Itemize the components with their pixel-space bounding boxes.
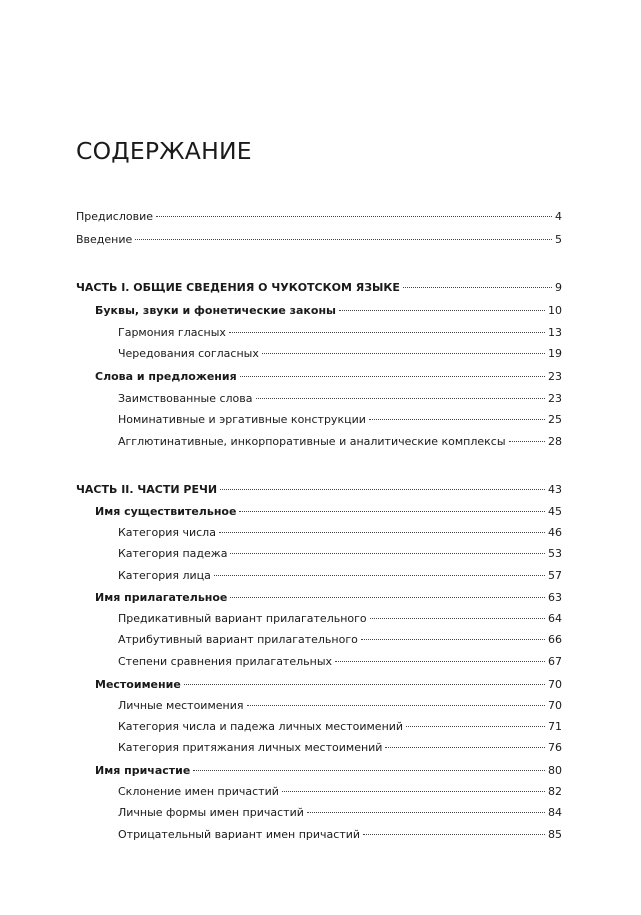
toc-entry-label: Местоимение [95, 678, 181, 691]
dot-leader [363, 834, 545, 835]
toc-entry-page: 46 [548, 526, 562, 539]
dot-leader [156, 216, 552, 217]
toc-entry-label: ЧАСТЬ I. ОБЩИЕ СВЕДЕНИЯ О ЧУКОТСКОМ ЯЗЫКЕ [76, 281, 400, 294]
toc-entry-label: Категория падежа [118, 547, 228, 560]
dot-leader [406, 726, 545, 727]
toc-entry-label: Отрицательный вариант имен причастий [118, 828, 361, 841]
dot-leader [370, 618, 545, 619]
toc-section[interactable] [118, 569, 562, 583]
toc-entry-label: Номинативные и эргативные конструкции [118, 413, 366, 426]
toc-entry-page: 76 [548, 741, 562, 754]
dot-leader [339, 310, 545, 311]
toc-entry-page: 64 [548, 612, 562, 625]
toc-entry-label: Категория числа и падежа личных местоимений [118, 720, 404, 733]
dot-leader [220, 489, 545, 490]
toc-entry-label: Личные формы имен причастий [118, 806, 304, 819]
toc-entry-label: ЧАСТЬ II. ЧАСТИ РЕЧИ [76, 483, 218, 496]
toc-entry-page: 70 [548, 678, 562, 691]
toc-chapter[interactable] [95, 370, 562, 384]
dot-leader [230, 553, 545, 554]
dot-leader [403, 287, 552, 288]
toc-entry-page: 4 [555, 210, 562, 223]
toc-entry-page: 70 [548, 699, 562, 712]
dot-leader [307, 812, 545, 813]
page-title: СОДЕРЖАНИЕ [76, 137, 252, 165]
dot-leader [335, 661, 545, 662]
toc-section[interactable] [118, 392, 562, 406]
toc-entry-page: 5 [555, 233, 562, 246]
toc-chapter[interactable] [95, 591, 562, 605]
toc-section[interactable] [118, 413, 562, 427]
toc-entry-page: 19 [548, 347, 562, 360]
toc-chapter[interactable] [95, 678, 562, 692]
toc-entry-label: Гармония гласных [118, 326, 226, 339]
dot-leader [214, 575, 545, 576]
dot-leader [247, 705, 546, 706]
toc-entry-page: 84 [548, 806, 562, 819]
toc-entry-page: 23 [548, 370, 562, 383]
toc-section[interactable] [118, 526, 562, 540]
toc-entry-page: 28 [548, 435, 562, 448]
toc-entry-label: Атрибутивный вариант прилагательного [118, 633, 358, 646]
toc-section[interactable] [118, 741, 562, 755]
toc-entry-label: Чередования согласных [118, 347, 259, 360]
toc-chapter[interactable] [95, 764, 562, 778]
toc-part-1[interactable] [76, 281, 562, 295]
toc-entry-page: 13 [548, 326, 562, 339]
dot-leader [369, 419, 545, 420]
toc-entry-label: Категория притяжания личных местоимений [118, 741, 383, 754]
toc-entry-label: Степени сравнения прилагательных [118, 655, 333, 668]
toc-entry-label: Предикативный вариант прилагательного [118, 612, 367, 625]
toc-section[interactable] [118, 633, 562, 647]
dot-leader [230, 597, 545, 598]
dot-leader [240, 376, 545, 377]
toc-part-2[interactable] [76, 483, 562, 497]
toc-chapter[interactable] [95, 505, 562, 519]
toc-section[interactable] [118, 785, 562, 799]
toc-entry-label: Буквы, звуки и фонетические законы [95, 304, 336, 317]
toc-entry-label: Имя существительное [95, 505, 237, 518]
toc-entry-page: 9 [555, 281, 562, 294]
toc-section[interactable] [118, 326, 562, 340]
toc-entry-label: Введение [76, 233, 133, 246]
toc-section[interactable] [118, 699, 562, 713]
toc-section[interactable] [118, 806, 562, 820]
toc-section[interactable] [118, 828, 562, 842]
toc-entry-page: 80 [548, 764, 562, 777]
toc-entry-page: 43 [548, 483, 562, 496]
dot-leader [135, 239, 552, 240]
toc-entry-page: 71 [548, 720, 562, 733]
toc-entry-page: 66 [548, 633, 562, 646]
toc-section[interactable] [118, 720, 562, 734]
toc-entry-label: Агглютинативные, инкорпоративные и аналитические комплексы [118, 435, 506, 448]
toc-entry-page: 45 [548, 505, 562, 518]
toc-entry-label: Заимствованные слова [118, 392, 253, 405]
toc-entry-label: Категория лица [118, 569, 211, 582]
toc-entry-page: 63 [548, 591, 562, 604]
dot-leader [361, 639, 545, 640]
toc-entry-page: 85 [548, 828, 562, 841]
dot-leader [385, 747, 545, 748]
dot-leader [256, 398, 546, 399]
toc-entry-label: Имя прилагательное [95, 591, 228, 604]
dot-leader [184, 684, 545, 685]
toc-entry-label: Личные местоимения [118, 699, 244, 712]
toc-entry-label: Предисловие [76, 210, 153, 223]
toc-entry-page: 23 [548, 392, 562, 405]
toc-section[interactable] [118, 435, 562, 449]
toc-entry-page: 57 [548, 569, 562, 582]
dot-leader [509, 441, 545, 442]
toc-section[interactable] [118, 347, 562, 361]
toc-section[interactable] [118, 612, 562, 626]
dot-leader [193, 770, 545, 771]
toc-chapter[interactable] [95, 304, 562, 318]
dot-leader [219, 532, 545, 533]
dot-leader [229, 332, 545, 333]
toc-section[interactable] [118, 655, 562, 669]
toc-entry-page: 10 [548, 304, 562, 317]
toc-entry-label: Склонение имен причастий [118, 785, 279, 798]
toc-section[interactable] [118, 547, 562, 561]
toc-entry-label: Имя причастие [95, 764, 191, 777]
dot-leader [262, 353, 545, 354]
toc-entry-page: 25 [548, 413, 562, 426]
toc-entry-page: 82 [548, 785, 562, 798]
toc-entry-page: 53 [548, 547, 562, 560]
toc-entry-preface[interactable] [76, 210, 562, 224]
toc-entry-introduction[interactable] [76, 233, 562, 247]
dot-leader [239, 511, 545, 512]
dot-leader [282, 791, 545, 792]
toc-entry-page: 67 [548, 655, 562, 668]
toc-entry-label: Слова и предложения [95, 370, 237, 383]
toc-entry-label: Категория числа [118, 526, 216, 539]
